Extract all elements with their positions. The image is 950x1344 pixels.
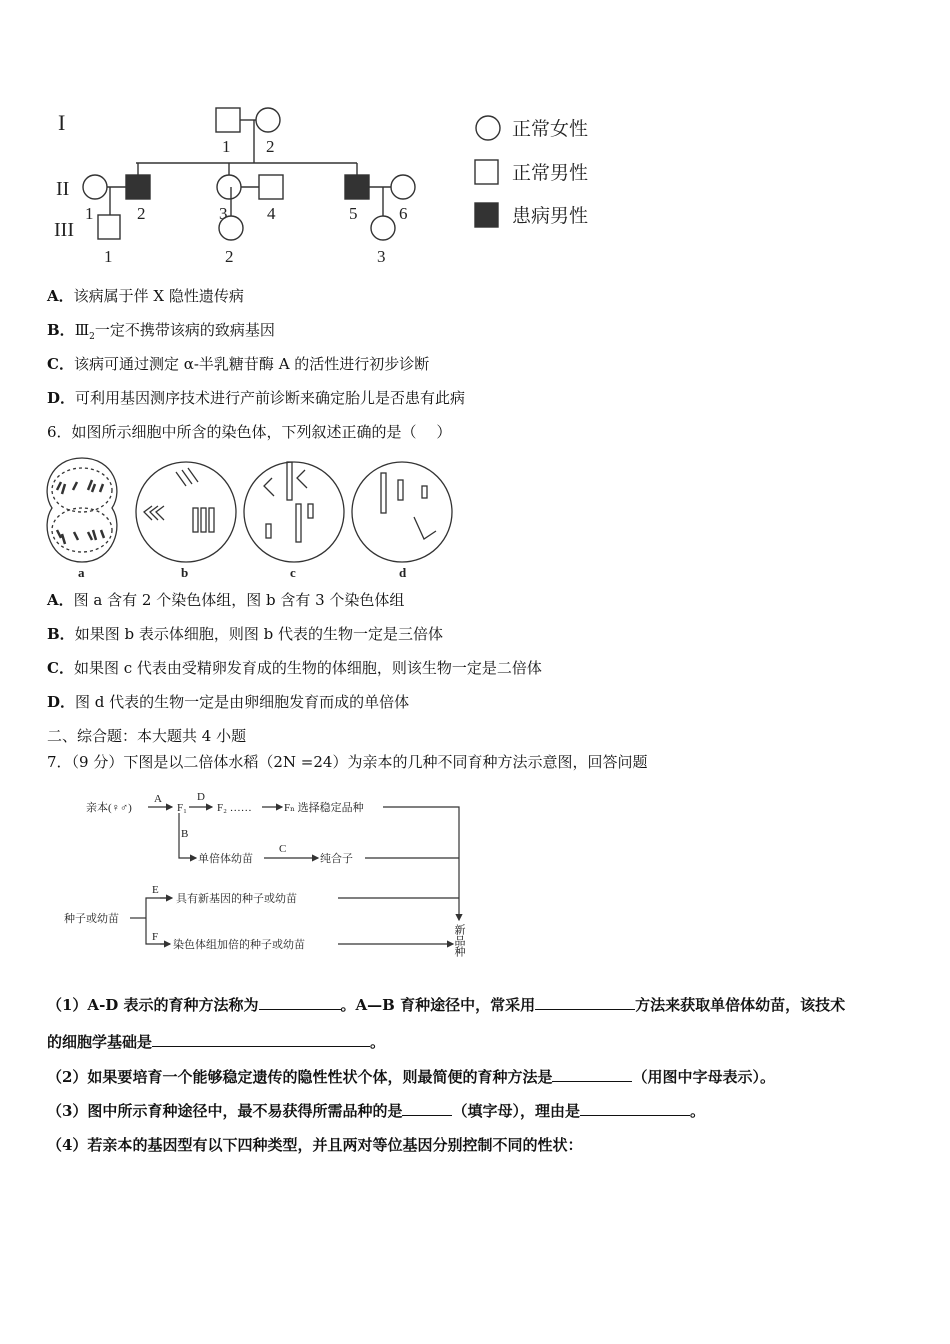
q7-part-2: （2）如果要培育一个能够稳定遗传的隐性性状个体，则最简便的育种方法是 （用图中字母表示）。 (47, 1068, 775, 1086)
individual-label: 3 (377, 247, 386, 266)
node-homozygote: 纯合子 (320, 853, 353, 865)
answer-blank[interactable] (152, 1032, 370, 1047)
individual-label: 2 (266, 137, 275, 156)
q6-option-b: B．如果图 b 表示体细胞，则图 b 代表的生物一定是三倍体 (47, 625, 443, 643)
q6-option-c: C．如果图 c 代表由受精卵发育成的生物的体细胞，则该生物一定是二倍体 (47, 659, 542, 677)
individual-label: 5 (349, 204, 358, 223)
generation-label: II (56, 178, 70, 200)
node-f1: F₁ (177, 802, 187, 814)
individual-label: 6 (399, 204, 408, 223)
node-new-variety: 新品种 (453, 924, 466, 957)
answer-blank[interactable] (402, 1101, 452, 1116)
node-doubled: 染色体组加倍的种子或幼苗 (173, 939, 305, 951)
answer-blank[interactable] (552, 1067, 632, 1082)
individual-label: 2 (137, 204, 146, 223)
answer-blank[interactable] (259, 995, 341, 1010)
section-heading: 二、综合题：本大题共 4 小题 (47, 727, 247, 745)
q7-stem: 7．（9 分）下图是以二倍体水稻（2N =24）为亲本的几种不同育种方法示意图，回答问题 (47, 753, 648, 771)
node-f2: F₂ …… (217, 802, 252, 814)
answer-blank[interactable] (535, 995, 635, 1010)
node-new-gene: 具有新基因的种子或幼苗 (176, 893, 297, 905)
q7-part-1: （1）A-D 表示的育种方法称为 。A—B 育种途径中，常采用 方法来获取单倍体幼苗，该技术 (47, 996, 846, 1014)
node-seed: 种子或幼苗 (64, 913, 119, 925)
q5-option-d: D．可利用基因测序技术进行产前诊断来确定胎儿是否患有此病 (47, 389, 466, 407)
q5-option-b: B．$Ⅲ_2$一定不携带该病的致病基因 (47, 321, 275, 342)
q7-part-3: （3）图中所示育种途径中，最不易获得所需品种的是 （填字母），理由是 。 (47, 1102, 705, 1120)
path-label-d: D (197, 791, 205, 803)
path-label-e: E (152, 884, 159, 896)
answer-blank[interactable] (580, 1101, 690, 1116)
individual-label: 1 (104, 247, 113, 266)
individual-label: 3 (219, 204, 228, 223)
figure-label: c (290, 565, 296, 580)
path-label-c: C (279, 843, 287, 855)
q7-part-1-cont: 的细胞学基础是 。 (47, 1033, 386, 1051)
q5-option-c: C．该病可通过测定 α-半乳糖苷酶 A 的活性进行初步诊断 (47, 355, 430, 373)
legend-label: 正常女性 (512, 119, 589, 140)
q5-option-a: A．该病属于伴 X 隐性遗传病 (47, 287, 244, 305)
figure-label: d (399, 565, 407, 580)
node-parent: 亲本(♀♂) (86, 802, 132, 814)
individual-label: 1 (222, 137, 231, 156)
path-label-b: B (181, 828, 189, 840)
individual-label: 1 (85, 204, 94, 223)
q6-stem: 6．如图所示细胞中所含的染色体，下列叙述正确的是（ ） (47, 423, 452, 441)
q7-part-4: （4）若亲本的基因型有以下四种类型，并且两对等位基因分别控制不同的性状： (47, 1136, 583, 1154)
q6-option-a: A．图 a 含有 2 个染色体组，图 b 含有 3 个染色体组 (47, 591, 405, 609)
individual-label: 4 (267, 204, 276, 223)
path-label-a: A (154, 793, 162, 805)
q6-option-d: D．图 d 代表的生物一定是由卵细胞发育而成的单倍体 (47, 693, 410, 711)
node-haploid: 单倍体幼苗 (198, 853, 253, 865)
figure-label: a (78, 565, 85, 580)
legend-label: 正常男性 (512, 163, 589, 184)
node-fn: Fₙ 选择稳定品种 (284, 802, 364, 814)
generation-label: III (54, 219, 74, 241)
path-label-f: F (152, 931, 159, 943)
legend-label: 患病男性 (512, 206, 589, 227)
figure-label: b (181, 565, 189, 580)
generation-label: I (58, 110, 66, 135)
individual-label: 2 (225, 247, 234, 266)
